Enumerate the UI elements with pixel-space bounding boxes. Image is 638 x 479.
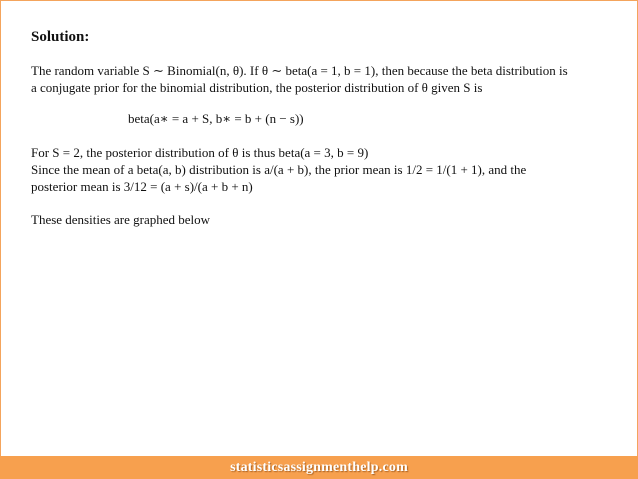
footer-bar <box>0 456 638 479</box>
solution-heading: Solution: <box>31 29 90 45</box>
intro-line-1: The random variable S ∼ Binomial(n, θ). If θ ∼ beta(a = 1, b = 1), then because the beta distribution is <box>31 63 568 78</box>
posterior-formula: beta(a∗ = a + S, b∗ = b + (n − s)) <box>128 111 304 126</box>
slide-content <box>31 28 611 228</box>
footer-website[interactable]: statisticsassignmenthelp.com <box>230 459 408 475</box>
densities-note: These densities are graphed below <box>31 212 211 227</box>
result-line-1: For S = 2, the posterior distribution of θ is thus beta(a = 3, b = 9) <box>31 145 369 160</box>
intro-line-2: a conjugate prior for the binomial distribution, the posterior distribution of θ given S is <box>31 80 483 95</box>
result-line-2: Since the mean of a beta(a, b) distribution is a/(a + b), the prior mean is 1/2 = 1/(1 + 1), and the <box>31 162 527 177</box>
result-line-3: posterior mean is 3/12 = (a + s)/(a + b + n) <box>31 179 253 194</box>
